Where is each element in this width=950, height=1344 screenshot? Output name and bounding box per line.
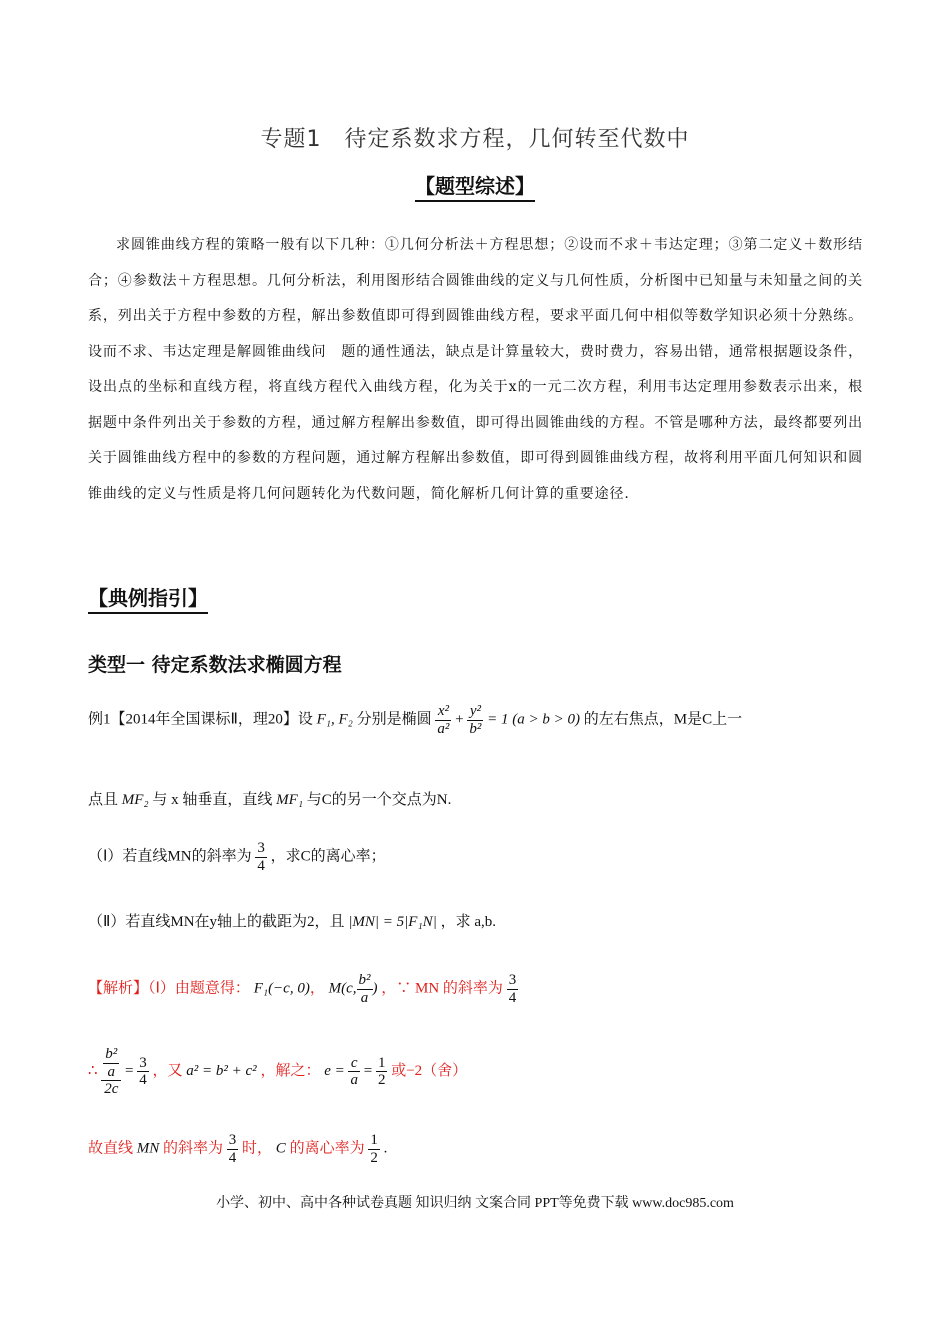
section-heading-overview: 【题型综述】 <box>0 170 950 199</box>
solution-line-1: 【解析】（Ⅰ）由题意得： F₁(−c, 0)， M(c, $\frac{\text{b²}}{a}$ ) ，∵ MN 的斜率为 $\frac{3}{4}$ <box>88 972 517 1006</box>
intro-paragraph: 求圆锥曲线方程的策略一般有以下几种：①几何分析法＋方程思想；②设而不求＋韦达定理；③第二定义＋数形结合；④参数法＋方程思想。几何分析法，利用图形结合圆锥曲线的定义与几何性质，分析图中已知量与未知量之间的关系，列出关于方程中参数的方程，解出参数值即可得到圆锥曲线方程，要求平面几何中相似等数学知识必须十分熟练。设而不求、韦达定理是解圆锥曲线问 题的通性通法，缺点是计算量较大，费时费力，容易出错，通常根据题设条件，设出点的坐标和直线方程，将直线方程代入曲线方程，化为关于x的一元二次方程，利用韦达定理用参数表示出来，根据题中条件列出关于参数的方程，通过解方程解出参数值，即可得出圆锥曲线的方程。不管是哪种方法，最终都要列出关于圆锥曲线方程中的参数的方程问题，通过解方程解出参数值，即可得到圆锥曲线方程，故将利用平面几何知识和圆锥曲线的定义与性质是将几何问题转化为代数问题，简化解析几何计算的重要途径. <box>88 237 863 502</box>
solution-line-2: ∴ $\frac{\frac{\text{b²}}{a}}{2c}$ = $\frac{3}{4}$ ，又 a² = b² + c² ，解之： e = $\frac{c}{a}$ = $\frac{1}{2}$ 或−2（舍） <box>88 1046 468 1097</box>
section-heading-examples: 【典例指引】 <box>88 582 208 611</box>
question-2: （Ⅱ）若直线MN在y轴上的截距为2，且 |MN| = 5|F₁N| ，求 a,b. <box>88 914 496 930</box>
type-heading: 类型一 待定系数法求椭圆方程 <box>88 654 342 676</box>
example-line-1: 例1【2014年全国课标Ⅱ，理20】设 F₁, F₂ 分别是椭圆 $\frac{\text{x²}}{\text{a²}}$ + $\frac{\text{y²}}{\text{b²}}$ = 1 (a > b > 0) 的左右焦点，M是C上一 <box>88 703 743 737</box>
question-1: （Ⅰ）若直线MN的斜率为 $\frac{3}{4}$ ，求C的离心率； <box>88 840 386 874</box>
example-line-2: 点且 MF₂ 与 x 轴垂直，直线 MF₁ 与C的另一个交点为N. <box>88 792 452 808</box>
page-title: 专题1 待定系数求方程，几何转至代数中 <box>260 127 690 152</box>
solution-conclusion: 故直线 MN 的斜率为 $\frac{3}{4}$ 时， C 的离心率为 $\frac{1}{2}$ . <box>88 1132 388 1166</box>
page-footer: 小学、初中、高中各种试卷真题 知识归纳 文案合同 PPT等免费下载 www.doc985.com <box>216 1196 734 1211</box>
